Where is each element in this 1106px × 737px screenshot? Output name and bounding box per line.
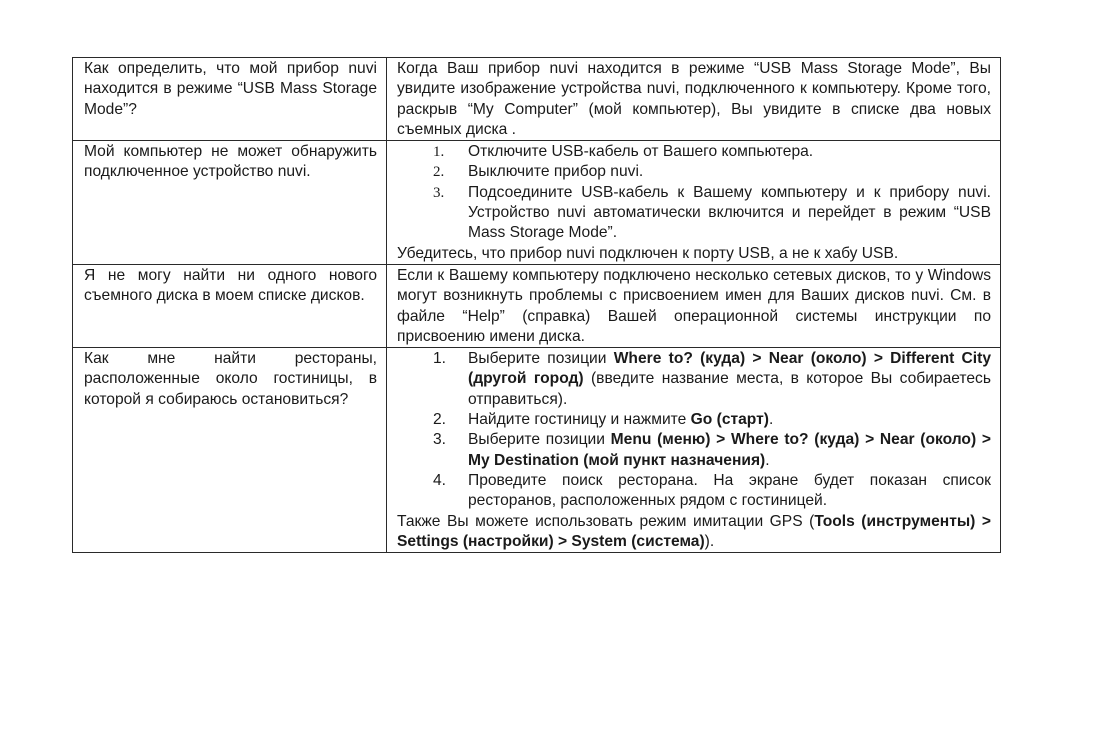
- step-bold: Where to? (куда) > Near (около) > Different City (другой город): [468, 350, 991, 388]
- list-item: [397, 430, 991, 471]
- step-text: Отключите USB-кабель от Вашего компьютера.: [468, 143, 814, 161]
- step-pre: Выберите позиции: [468, 350, 614, 368]
- step-pre: Проведите поиск ресторана. На экране будет показан список ресторанов, расположенных рядом с гостиницей.: [468, 471, 991, 510]
- note-text: Убедитесь, что прибор nuvi подключен к порту USB, а не к хабу USB.: [397, 244, 899, 262]
- question-cell: [73, 58, 387, 141]
- answer-cell: [387, 264, 1001, 347]
- question-text: Как мне найти рестораны, расположенные около гостиницы, в которой я собираюсь остановиться?: [84, 350, 377, 408]
- step-number: 2.: [433, 164, 445, 181]
- list-item: [397, 410, 991, 430]
- step-number: 4.: [433, 471, 447, 489]
- list-item: [397, 162, 991, 182]
- step-bold: Go (старт): [690, 411, 769, 429]
- list-item: [397, 142, 991, 162]
- question-text: Я не могу найти ни одного нового съемного диска в моем списке дисков.: [84, 266, 377, 305]
- steps-list: [397, 142, 991, 243]
- faq-table: [72, 57, 1001, 553]
- step-text: Выключите прибор nuvi.: [468, 163, 644, 181]
- answer-text: Когда Ваш прибор nuvi находится в режиме “USB Mass Storage Mode”, Вы увидите изображение устройства nuvi, подключенного к компьютеру. Кроме того, раскрыв “My Computer” (мой компьютер), Вы увидите в списке два новых съемных диска .: [397, 60, 991, 138]
- step-post: .: [765, 451, 770, 469]
- answer-cell: [387, 58, 1001, 141]
- step-text: Подсоедините USB-кабель к Вашему компьютеру и к прибору nuvi. Устройство nuvi автоматически включится и перейдет в режим “USB Mass Storage Mode”.: [468, 183, 991, 242]
- step-pre: Найдите гостиницу и нажмите: [468, 411, 691, 429]
- step-number: 3.: [433, 184, 445, 201]
- step-number: 3.: [433, 431, 447, 449]
- step-number: 2.: [433, 411, 447, 429]
- answer-text: Если к Вашему компьютеру подключено несколько сетевых дисков, то у Windows могут возникнуть проблемы с присвоением имен для Ваших дисков nuvi. См. в файле “Help” (справка) Вашей операционной системы инструкции по присвоению имени диска.: [397, 266, 991, 345]
- question-cell: [73, 141, 387, 265]
- question-cell: [73, 348, 387, 553]
- answer-cell: [387, 348, 1001, 553]
- table-row: [73, 141, 1001, 265]
- table-row: [73, 264, 1001, 347]
- step-bold: Menu (меню) > Where to? (куда) > Near (около) > My Destination (мой пункт назначения): [468, 431, 991, 469]
- list-item: [397, 471, 991, 512]
- note-post: ).: [704, 532, 715, 550]
- answer-cell: [387, 141, 1001, 265]
- note-pre: Также Вы можете использовать режим имитации GPS (: [397, 512, 815, 530]
- step-number: 1.: [433, 144, 445, 161]
- step-number: 1.: [433, 350, 447, 368]
- question-text: Как определить, что мой прибор nuvi находится в режиме “USB Mass Storage Mode”?: [84, 60, 377, 118]
- table-row: [73, 348, 1001, 553]
- steps-list: [397, 349, 991, 511]
- note-text: [397, 512, 991, 553]
- question-text: Мой компьютер не может обнаружить подключенное устройство nuvi.: [84, 143, 377, 181]
- list-item: [397, 183, 991, 244]
- step-post: (введите название места, в которое Вы собираетесь отправиться).: [468, 370, 991, 408]
- question-cell: [73, 264, 387, 347]
- step-post: .: [768, 411, 774, 429]
- list-item: [397, 349, 991, 410]
- step-pre: Выберите позиции: [468, 431, 611, 449]
- table-row: [73, 58, 1001, 141]
- note-bold: Tools (инструменты) > Settings (настройки) > System (система): [397, 512, 992, 550]
